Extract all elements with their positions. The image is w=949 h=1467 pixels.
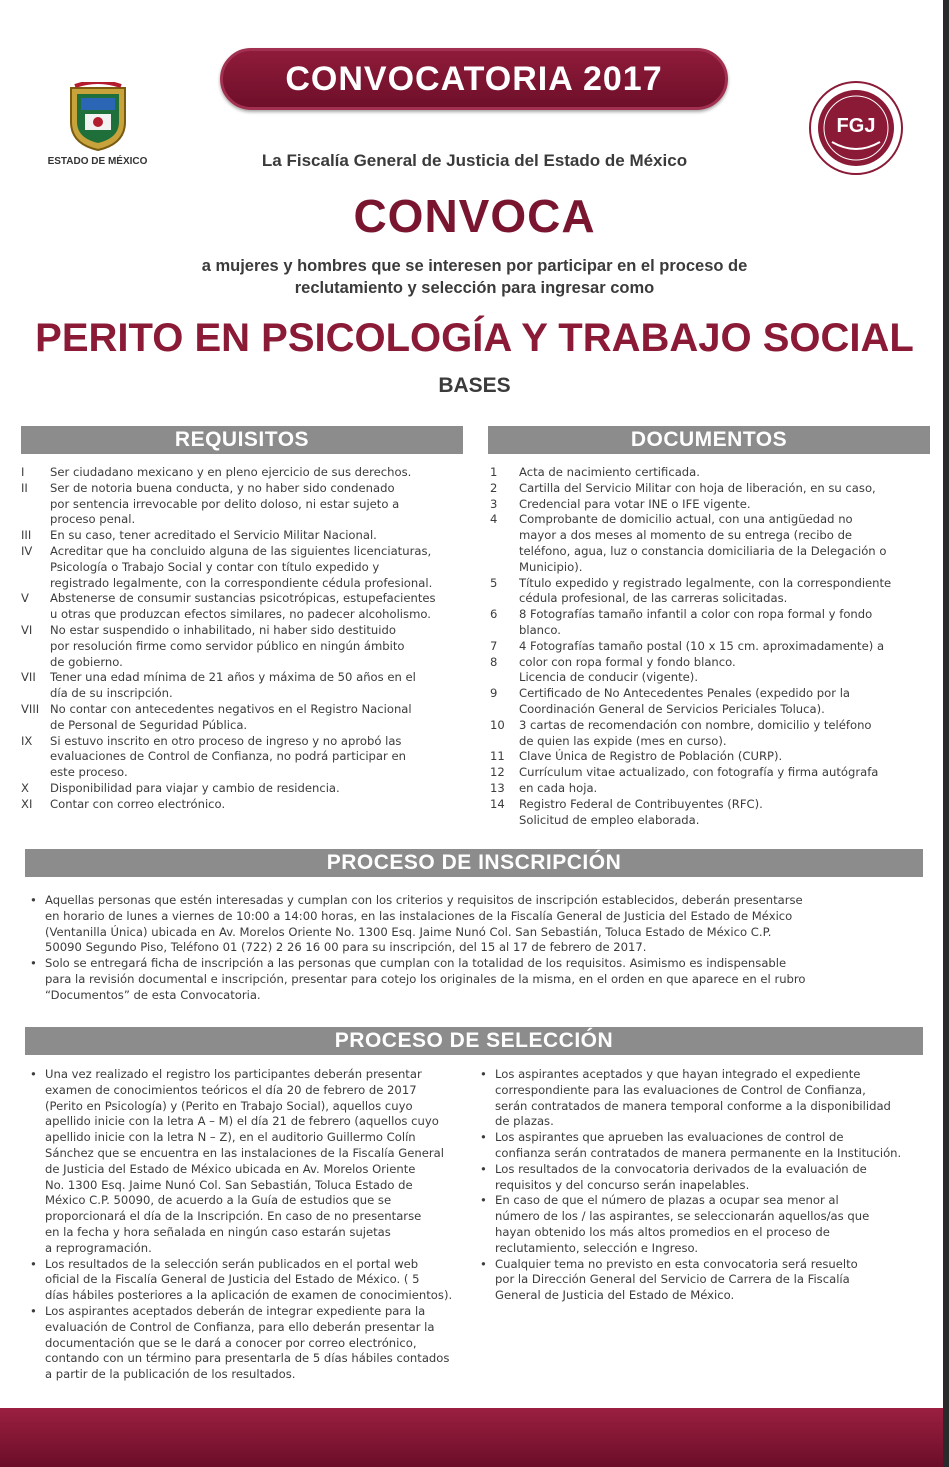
text-line: 3 cartas de recomendación con nombre, domicilio y teléfono [519,717,872,732]
text-line: de gobierno. [50,654,123,669]
footer-band [0,1408,949,1467]
text-line: reclutamiento, selección e Ingreso. [495,1240,699,1255]
text-line: evaluaciones de Control de Confianza, no podrá participar en [50,749,406,764]
requisitos-item-text [50,481,471,528]
text-line: Ser de notoria buena conducta, y no haber sido condenado [50,480,395,495]
requisitos-item-text [50,465,471,481]
text-line: por sentencia irrevocable por delito doloso, ni estar sujeto a [50,496,400,511]
bullet-icon: • [480,1256,487,1271]
documentos-item-number [490,813,519,829]
text-line: en cada hoja. [519,780,598,795]
text-line: Cualquier tema no previsto en esta convocatoria será resuelto [495,1256,858,1271]
seleccion-heading: PROCESO DE SELECCIÓN [25,1027,923,1055]
text-line: Los resultados de la convocatoria derivados de la evaluación de [495,1161,867,1176]
documentos-item-number: 12 [490,765,505,780]
seleccion-list-right [475,1067,935,1304]
text-line: Coordinación General de Servicios Periciales Toluca). [519,701,825,716]
requisitos-item-number: XI [21,796,33,811]
intro-line: reclutamiento y selección para ingresar como [294,279,655,297]
text-line: Currículum vitae actualizado, con fotografía y firma autógrafa [519,765,879,780]
page-edge [943,0,949,1467]
text-line: proceso penal. [50,512,136,527]
position-title: PERITO EN PSICOLOGÍA Y TRABAJO SOCIAL [35,316,914,360]
text-line: en la fecha y hora señalada en ningún caso estarán sujetas [45,1224,391,1239]
text-line: apellido inicie con la letra N – Z), en el auditorio Guillermo Colín [45,1130,416,1145]
requisitos-item [21,544,471,591]
text-line: por resolución firme como servidor público en ningún ámbito [50,638,405,653]
documentos-item-text [519,670,935,686]
text-line: Disponibilidad para viajar y cambio de residencia. [50,780,340,795]
bullet-icon: • [30,1067,37,1081]
bullet-icon: • [30,1256,37,1271]
text-line: Municipio). [519,559,583,574]
documentos-item-text [519,781,935,797]
text-line: de Personal de Seguridad Pública. [50,717,248,732]
requisitos-item [21,797,471,813]
text-line: de plazas. [495,1114,554,1129]
text-line: mayor a dos meses al momento de su entrega (recibo de [519,528,853,543]
text-line: “Documentos” de esta Convocatoria. [45,987,261,1002]
documentos-item-text [519,512,935,575]
requisitos-item-number: III [21,528,32,543]
text-line: a reprogramación. [45,1240,152,1255]
fgj-logo-text: FGJ [836,115,876,137]
text-line: teléfono, agua, luz o constancia domiciliaria de la Delegación o [519,543,887,558]
seleccion-bullet-text [495,1130,935,1162]
requisitos-item-text [50,797,471,813]
text-line: número de los / las aspirantes, se seleccionarán aquellos/as que [495,1209,870,1224]
text-line: Una vez realizado el registro los participantes deberán presentar [45,1067,422,1081]
documentos-item [490,797,935,813]
text-line: cédula profesional, de las carreras solicitadas. [519,591,788,606]
bases-heading: BASES [438,374,511,397]
bullet-icon: • [480,1161,487,1176]
left-logo-caption: ESTADO DE MÉXICO [47,156,148,167]
text-line: En caso de que el número de plazas a ocupar sea menor al [495,1193,839,1208]
seleccion-bullet-item [475,1193,935,1256]
bullet-icon: • [30,893,37,907]
seleccion-bullet-text [45,1257,485,1304]
text-line: blanco. [519,622,561,637]
text-line: Psicología o Trabajo Social y contar con título expedido y [50,559,380,574]
documentos-item [490,512,935,575]
text-line: 4 Fotografías tamaño postal (10 x 15 cm. aproximadamente) a [519,638,885,653]
banner-title: CONVOCATORIA 2017 [285,59,663,98]
bullet-icon: • [480,1130,487,1145]
text-line: hayan obtenido los más altos promedios en el proceso de [495,1224,830,1239]
requisitos-item-text [50,623,471,670]
documentos-item [490,813,935,829]
documentos-item [490,481,935,497]
text-line: En su caso, tener acreditado el Servicio Militar Nacional. [50,528,377,543]
text-line: serán contratados de manera temporal conforme a la disponibilidad [495,1098,891,1113]
documentos-item-text [519,797,935,813]
text-line: 50090 Segundo Piso, Teléfono 01 (722) 2 26 16 00 para su inscripción, del 15 al 17 de febrero de 2017. [45,940,647,955]
text-line: 8 Fotografías tamaño infantil a color con ropa formal y fondo [519,607,873,622]
documentos-item-number: 6 [490,607,498,622]
inscripcion-bullet-text [45,956,925,1003]
documentos-item-text [519,639,935,655]
requisitos-item-number: II [21,480,28,495]
seleccion-bullet-item [475,1130,935,1162]
requisitos-item [21,702,471,734]
text-line: Título expedido y registrado legalmente, con la correspondiente [519,575,892,590]
text-line: No estar suspendido o inhabilitado, ni haber sido destituido [50,622,396,637]
requisitos-item-number: IX [21,733,33,748]
documentos-item [490,686,935,718]
requisitos-item-number: VI [21,622,33,637]
text-line: Acta de nacimiento certificada. [519,465,700,479]
text-line: Licencia de conducir (vigente). [519,670,699,685]
requisitos-item-text [50,591,471,623]
text-line: General de Justicia del Estado de México. [495,1288,735,1303]
inscripcion-heading: PROCESO DE INSCRIPCIÓN [25,849,923,877]
text-line: Cartilla del Servicio Militar con hoja de liberación, en su caso, [519,480,876,495]
documentos-item [490,765,935,781]
text-line: Clave Única de Registro de Población (CURP). [519,749,783,764]
documentos-item-number: 3 [490,496,498,511]
seleccion-bullet-text [495,1193,935,1256]
documentos-item-text [519,655,935,671]
text-line: No. 1300 Esq. Jaime Nunó Col. San Sebastián, Toluca Estado de [45,1177,413,1192]
text-line: Registro Federal de Contribuyentes (RFC). [519,796,763,811]
seleccion-bullet-text [495,1257,935,1304]
headline: CONVOCA [353,190,596,242]
seleccion-bullet-item [475,1257,935,1304]
requisitos-item-text [50,702,471,734]
requisitos-item [21,734,471,781]
inscripcion-bullet-item [25,956,925,1003]
text-line: Aquellas personas que estén interesadas y cumplan con los criterios y requisitos de inscripción establecidos, deberán presentarse [45,893,803,907]
seleccion-bullet-item [475,1162,935,1194]
text-line: registrado legalmente, con la correspondiente cédula profesional. [50,575,433,590]
text-line: Solo se entregará ficha de inscripción a las personas que cumplan con la totalidad de los requisitos. Asimismo es indispensable [45,956,787,971]
documentos-item-number [490,670,519,686]
text-line: Contar con correo electrónico. [50,796,226,811]
text-line: en horario de lunes a viernes de 10:00 a 14:00 horas, en las instalaciones de la Fiscalía General de Justicia del Estado de México [45,908,793,923]
documentos-item-text [519,765,935,781]
documentos-item [490,607,935,639]
requisitos-item-text [50,544,471,591]
documentos-item [490,576,935,608]
requisitos-item-text [50,670,471,702]
text-line: oficial de la Fiscalía General de Justicia del Estado de México. ( 5 [45,1272,420,1287]
text-line: de quien las expide (mes en curso). [519,733,727,748]
bullet-icon: • [30,1303,37,1318]
documentos-item [490,781,935,797]
seleccion-bullet-item [475,1067,935,1130]
documentos-item-text [519,576,935,608]
text-line: Si estuvo inscrito en otro proceso de ingreso y no aprobó las [50,733,402,748]
text-line: para la revisión documental e inscripción, presentar para cotejo los originales de la misma, en el orden en que aparece en el rubro [45,971,806,986]
requisitos-item-text [50,528,471,544]
documentos-item-text [519,686,935,718]
intro-text [0,255,949,299]
documentos-item-text [519,749,935,765]
requisitos-item [21,528,471,544]
text-line: México C.P. 50090, de acuerdo a la Guía de estudios que se [45,1193,392,1208]
documentos-item-number: 11 [490,749,505,764]
seleccion-bullet-text [495,1162,935,1194]
text-line: (Perito en Psicología) y (Perito en Trabajo Social), aquellos cuyo [45,1098,413,1113]
requisitos-list [21,465,471,813]
documentos-item-text [519,497,935,513]
requisitos-item-number: X [21,780,29,795]
documentos-item-text [519,465,935,481]
text-line: (Ventanilla Única) ubicada en Av. Morelos Oriente No. 1300 Esq. Jaime Nunó Col. San Sebastián, Toluca Estado de México C.P. [45,924,772,939]
documentos-item [490,465,935,481]
text-line: este proceso. [50,765,128,780]
requisitos-item-number: I [21,465,25,479]
text-line: apellido inicie con la letra A – M) el día 21 de febrero (aquellos cuyo [45,1114,439,1129]
text-line: color con ropa formal y fondo blanco. [519,654,736,669]
documentos-item-number: 1 [490,465,498,479]
text-line: Tener una edad mínima de 21 años y máxima de 50 años en el [50,670,416,685]
text-line: confianza serán contratados de manera permanente en la Institución. [495,1145,902,1160]
bullet-icon: • [480,1193,487,1208]
documentos-item [490,655,935,671]
text-line: a partir de la publicación de los resultados. [45,1367,296,1382]
inscripcion-bullet-item [25,893,925,956]
bullet-icon: • [480,1067,487,1081]
inscripcion-bullet-text [45,893,925,956]
documentos-item-text [519,718,935,750]
documentos-item [490,497,935,513]
documentos-item-number: 5 [490,575,498,590]
documentos-item-number: 9 [490,686,498,701]
documentos-item-number: 7 [490,638,498,653]
text-line: Ser ciudadano mexicano y en pleno ejercicio de sus derechos. [50,465,412,479]
requisitos-item-number: IV [21,543,33,558]
seleccion-bullet-text [495,1067,935,1130]
documentos-item-text [519,481,935,497]
bullet-icon: • [30,956,37,971]
documentos-heading: DOCUMENTOS [488,426,930,454]
documentos-item [490,639,935,655]
text-line: Los aspirantes aceptados y que hayan integrado el expediente [495,1067,861,1081]
text-line: evaluación de Control de Confianza, para ello deberán presentar la [45,1319,435,1334]
text-line: proporcionará el día de la Inscripción. En caso de no presentarse [45,1209,422,1224]
requisitos-item [21,781,471,797]
requisitos-item [21,670,471,702]
text-line: Los resultados de la selección serán publicados en el portal web [45,1256,419,1271]
text-line: u otras que produzcan efectos similares, no padecer alcoholismo. [50,607,431,622]
requisitos-item-text [50,781,471,797]
documentos-item-number: 13 [490,780,505,795]
text-line: Credencial para votar INE o IFE vigente. [519,496,751,511]
requisitos-item [21,591,471,623]
documentos-item-text [519,607,935,639]
inscripcion-list [25,893,925,1004]
text-line: Los aspirantes que aprueben las evaluaciones de control de [495,1130,844,1145]
text-line: Comprobante de domicilio actual, con una antigüedad no [519,512,853,527]
documentos-item-number: 10 [490,717,505,732]
requisitos-item [21,623,471,670]
text-line: No contar con antecedentes negativos en el Registro Nacional [50,701,412,716]
text-line: examen de conocimientos teóricos el día 20 de febrero de 2017 [45,1082,417,1097]
documentos-item-number: 2 [490,480,498,495]
text-line: correspondiente para las evaluaciones de Control de Confianza, [495,1082,866,1097]
text-line: por la Dirección General del Servicio de Carrera de la Fiscalía [495,1272,850,1287]
text-line: Los aspirantes aceptados deberán de integrar expediente para la [45,1303,426,1318]
text-line: días hábiles posteriores a la aplicación de examen de conocimientos). [45,1288,453,1303]
seleccion-bullet-item [25,1067,485,1257]
text-line: requisitos y del concurso serán inapelables. [495,1177,750,1192]
seleccion-bullet-text [45,1067,485,1257]
text-line: día de su inscripción. [50,686,173,701]
text-line: Abstenerse de consumir sustancias psicotrópicas, estupefacientes [50,591,436,606]
requisitos-heading: REQUISITOS [21,426,463,454]
seleccion-bullet-item [25,1304,485,1383]
documentos-item-text [519,813,935,829]
documentos-item [490,718,935,750]
text-line: Solicitud de empleo elaborada. [519,812,700,827]
intro-line: a mujeres y hombres que se interesen por participar en el proceso de [201,257,748,275]
documentos-item-number: 4 [490,512,498,527]
text-line: contando con un término para presentarla de 5 días hábiles contados [45,1351,450,1366]
requisitos-item-number: V [21,591,29,606]
institution-name: La Fiscalía General de Justicia del Estado de México [261,151,688,170]
documentos-list [490,465,935,828]
requisitos-item [21,481,471,528]
text-line: Acreditar que ha concluido alguna de las siguientes licenciaturas, [50,543,432,558]
coat-of-arms-icon [65,82,131,152]
seleccion-list-left [25,1067,485,1383]
text-line: Certificado de No Antecedentes Penales (expedido por la [519,686,851,701]
documentos-item [490,749,935,765]
requisitos-item-text [50,734,471,781]
seleccion-bullet-text [45,1304,485,1383]
requisitos-item-number: VIII [21,701,40,716]
documentos-item-number: 14 [490,796,505,811]
documentos-item [490,670,935,686]
seleccion-bullet-item [25,1257,485,1304]
requisitos-item [21,465,471,481]
text-line: documentación que se le dará a conocer por correo electrónico, [45,1335,417,1350]
requisitos-item-number: VII [21,670,36,685]
text-line: Sánchez que se encuentra en las instalaciones de la Fiscalía General [45,1145,444,1160]
documentos-item-number: 8 [490,654,498,669]
text-line: de Justicia del Estado de México ubicada en Av. Morelos Oriente [45,1161,416,1176]
convocatoria-banner [220,48,728,110]
